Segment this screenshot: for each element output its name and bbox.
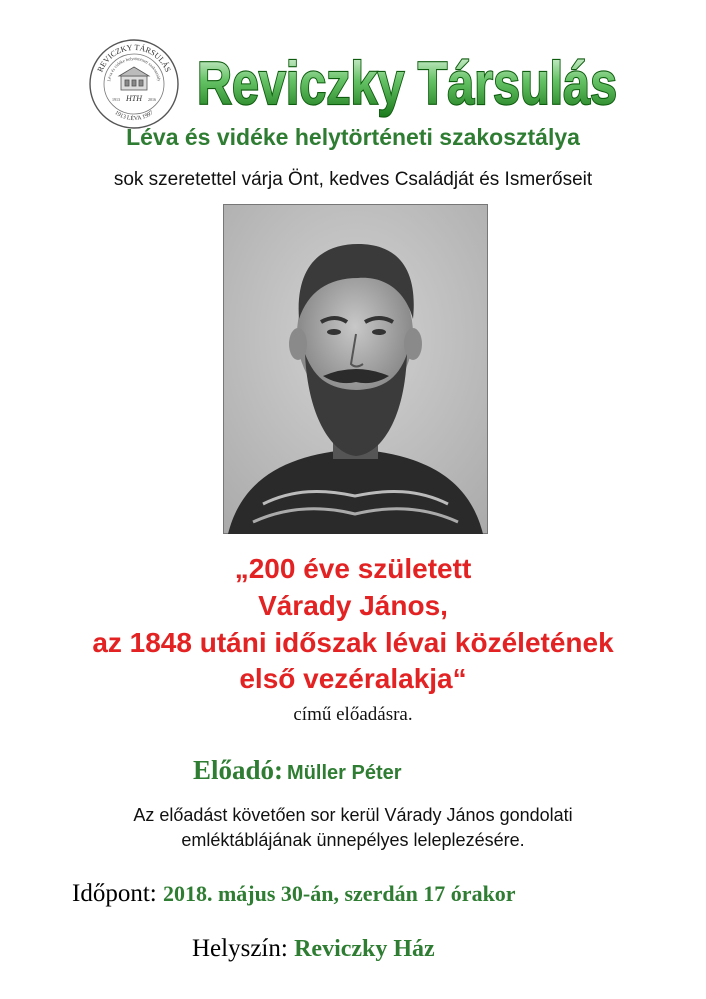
lecture-title-line-2: Várady János, xyxy=(258,590,448,621)
time-row xyxy=(72,880,516,908)
lecture-title-line-1: „200 éve született xyxy=(234,553,472,584)
presenter-row xyxy=(193,755,402,786)
seal-ring-text: REVICZKY TÁRSULÁS xyxy=(95,42,173,74)
lecture-title-line-3: az 1848 utáni időszak lévai közéletének xyxy=(92,627,614,658)
place-row xyxy=(192,935,435,963)
seal-inner-text: Léva és vidéke helytörténeti szakosztály xyxy=(106,55,162,82)
seal-bottom-text: 1913 LÉVA 1997 xyxy=(113,110,155,123)
seal-year-right: 2016 xyxy=(148,97,156,102)
lecture-note: című előadásra. xyxy=(293,704,413,725)
org-subtitle: Léva és vidéke helytörténeti szakosztálya xyxy=(126,124,580,150)
invitation-text: sok szeretettel várja Önt, kedves Családját és Ismerőseit xyxy=(113,169,593,190)
time-value: 2018. május 30-án, szerdán 17 órakor xyxy=(162,881,516,906)
org-title xyxy=(192,40,622,120)
after-event-line-1: Az előadást követően sor kerül Várady János gondolati xyxy=(133,805,573,825)
time-label: Időpont: xyxy=(72,880,157,907)
place-value: Reviczky Ház xyxy=(294,936,435,962)
after-event-line-2: emléktáblájának ünnepélyes leleplezésére. xyxy=(181,830,525,850)
seal-monogram: HTH xyxy=(125,94,143,103)
portrait-photo xyxy=(223,204,488,534)
lecture-title-line-4: első vezéralakja“ xyxy=(239,663,467,694)
presenter-name: Müller Péter xyxy=(287,762,402,784)
society-seal-logo xyxy=(88,38,180,130)
org-title-text: Reviczky Társulás xyxy=(197,50,617,117)
presenter-label: Előadó: xyxy=(193,755,284,785)
place-label: Helyszín: xyxy=(192,935,288,962)
seal-year-left: 1913 xyxy=(112,97,120,102)
